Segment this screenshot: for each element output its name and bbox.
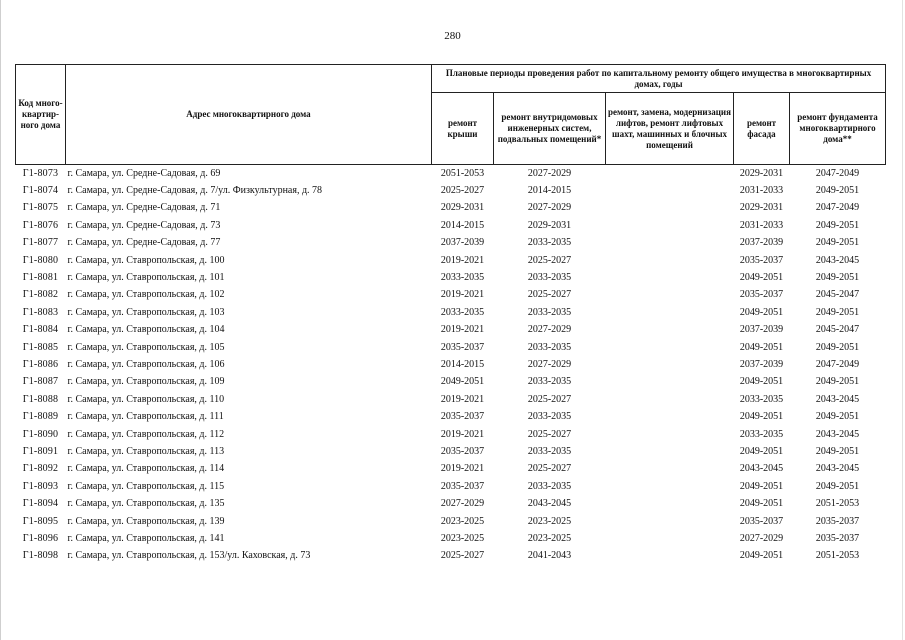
cell-code: Г1-8095 — [22, 515, 59, 527]
table-row — [16, 269, 886, 286]
cell-facade: 2043-2045 — [739, 463, 784, 475]
cell-facade: 2049-2051 — [739, 411, 784, 423]
cell-facade: 2049-2051 — [739, 306, 784, 318]
cell-roof: 2035-2037 — [440, 341, 485, 353]
cell-foundation: 2051-2053 — [815, 498, 860, 510]
cell-lifts — [606, 391, 734, 408]
cell-address: г. Самара, ул. Ставропольская, д. 113 — [67, 445, 225, 457]
cell-roof: 2033-2035 — [440, 272, 485, 284]
cell-engineering: 2025-2027 — [527, 289, 572, 301]
cell-address: г. Самара, ул. Ставропольская, д. 112 — [67, 428, 225, 440]
cell-foundation: 2049-2051 — [815, 237, 860, 249]
cell-address: г. Самара, ул. Ставропольская, д. 115 — [67, 480, 225, 492]
header-engineering: ремонт внутридомовых инженерных систем, подвальных помещений* — [494, 93, 606, 165]
table-row — [16, 443, 886, 460]
table-body — [16, 165, 886, 565]
cell-lifts — [606, 408, 734, 425]
table-row — [16, 426, 886, 443]
cell-address: г. Самара, ул. Средне-Садовая, д. 77 — [67, 237, 221, 249]
cell-foundation: 2049-2051 — [815, 445, 860, 457]
table-row — [16, 461, 886, 478]
cell-lifts — [606, 322, 734, 339]
cell-roof: 2019-2021 — [440, 393, 485, 405]
cell-engineering: 2029-2031 — [527, 219, 572, 231]
cell-engineering: 2027-2029 — [527, 202, 572, 214]
table-row — [16, 548, 886, 565]
cell-lifts — [606, 495, 734, 512]
cell-facade: 2035-2037 — [739, 254, 784, 266]
header-code: Код много-квартир-ного дома — [16, 65, 66, 165]
cell-facade: 2029-2031 — [739, 202, 784, 214]
cell-facade: 2031-2033 — [739, 219, 784, 231]
cell-code: Г1-8089 — [22, 411, 59, 423]
repair-schedule-table — [15, 64, 886, 565]
cell-lifts — [606, 443, 734, 460]
table-row — [16, 339, 886, 356]
cell-roof: 2029-2031 — [440, 202, 485, 214]
cell-facade: 2049-2051 — [739, 376, 784, 388]
cell-foundation: 2043-2045 — [815, 393, 860, 405]
cell-address: г. Самара, ул. Ставропольская, д. 105 — [67, 341, 225, 353]
cell-roof: 2025-2027 — [440, 550, 485, 562]
cell-engineering: 2023-2025 — [527, 515, 572, 527]
cell-roof: 2019-2021 — [440, 324, 485, 336]
header-roof: ремонт крыши — [432, 93, 494, 165]
cell-facade: 2049-2051 — [739, 498, 784, 510]
cell-roof: 2019-2021 — [440, 463, 485, 475]
cell-code: Г1-8098 — [22, 550, 59, 562]
cell-foundation: 2049-2051 — [815, 185, 860, 197]
cell-engineering: 2014-2015 — [527, 185, 572, 197]
cell-facade: 2035-2037 — [739, 515, 784, 527]
scan-right-edge — [902, 0, 903, 640]
cell-code: Г1-8088 — [22, 393, 59, 405]
cell-address: г. Самара, ул. Ставропольская, д. 104 — [67, 324, 225, 336]
cell-foundation: 2049-2051 — [815, 341, 860, 353]
cell-engineering: 2027-2029 — [527, 324, 572, 336]
cell-lifts — [606, 530, 734, 547]
cell-roof: 2023-2025 — [440, 532, 485, 544]
cell-address: г. Самара, ул. Ставропольская, д. 139 — [67, 515, 225, 527]
cell-address: г. Самара, ул. Ставропольская, д. 101 — [67, 272, 225, 284]
header-facade: ремонт фасада — [734, 93, 790, 165]
cell-code: Г1-8092 — [22, 463, 59, 475]
table-header — [16, 65, 886, 165]
cell-engineering: 2025-2027 — [527, 254, 572, 266]
cell-facade: 2035-2037 — [739, 289, 784, 301]
cell-engineering: 2023-2025 — [527, 532, 572, 544]
cell-engineering: 2027-2029 — [527, 167, 572, 179]
table-row — [16, 495, 886, 512]
cell-roof: 2014-2015 — [440, 358, 485, 370]
cell-facade: 2049-2051 — [739, 341, 784, 353]
cell-lifts — [606, 374, 734, 391]
cell-code: Г1-8085 — [22, 341, 59, 353]
cell-foundation: 2035-2037 — [815, 515, 860, 527]
cell-address: г. Самара, ул. Ставропольская, д. 110 — [67, 393, 225, 405]
cell-code: Г1-8074 — [22, 185, 59, 197]
cell-foundation: 2049-2051 — [815, 480, 860, 492]
header-address: Адрес многоквартирного дома — [66, 65, 432, 165]
cell-roof: 2035-2037 — [440, 445, 485, 457]
cell-foundation: 2043-2045 — [815, 463, 860, 475]
cell-code: Г1-8076 — [22, 219, 59, 231]
table-row — [16, 478, 886, 495]
table-row — [16, 391, 886, 408]
cell-engineering: 2043-2045 — [527, 498, 572, 510]
cell-facade: 2029-2031 — [739, 167, 784, 179]
table-row — [16, 513, 886, 530]
cell-address: г. Самара, ул. Ставропольская, д. 135 — [67, 498, 225, 510]
cell-engineering: 2027-2029 — [527, 358, 572, 370]
cell-address: г. Самара, ул. Ставропольская, д. 114 — [67, 463, 225, 475]
header-foundation: ремонт фундамента многоквартирного дома** — [790, 93, 886, 165]
cell-facade: 2049-2051 — [739, 480, 784, 492]
cell-facade: 2037-2039 — [739, 358, 784, 370]
table-row — [16, 217, 886, 234]
cell-address: г. Самара, ул. Ставропольская, д. 102 — [67, 289, 225, 301]
scan-left-edge — [0, 0, 1, 640]
cell-lifts — [606, 165, 734, 183]
cell-code: Г1-8093 — [22, 480, 59, 492]
cell-facade: 2027-2029 — [739, 532, 784, 544]
cell-engineering: 2033-2035 — [527, 237, 572, 249]
cell-code: Г1-8084 — [22, 324, 59, 336]
cell-code: Г1-8081 — [22, 272, 59, 284]
cell-code: Г1-8077 — [22, 237, 59, 249]
cell-address: г. Самара, ул. Ставропольская, д. 141 — [67, 532, 225, 544]
cell-foundation: 2049-2051 — [815, 411, 860, 423]
cell-foundation: 2049-2051 — [815, 376, 860, 388]
cell-foundation: 2047-2049 — [815, 167, 860, 179]
cell-address: г. Самара, ул. Ставропольская, д. 106 — [67, 358, 225, 370]
cell-roof: 2049-2051 — [440, 376, 485, 388]
cell-code: Г1-8087 — [22, 376, 59, 388]
table-row — [16, 200, 886, 217]
cell-engineering: 2033-2035 — [527, 480, 572, 492]
cell-foundation: 2047-2049 — [815, 202, 860, 214]
cell-foundation: 2035-2037 — [815, 532, 860, 544]
cell-address: г. Самара, ул. Средне-Садовая, д. 69 — [67, 167, 221, 179]
cell-facade: 2037-2039 — [739, 237, 784, 249]
header-planned-periods: Плановые периоды проведения работ по капитальному ремонту общего имущества в многоквартирных домах, годы — [432, 65, 886, 93]
cell-roof: 2051-2053 — [440, 167, 485, 179]
cell-foundation: 2045-2047 — [815, 289, 860, 301]
cell-facade: 2049-2051 — [739, 272, 784, 284]
cell-engineering: 2025-2027 — [527, 463, 572, 475]
cell-lifts — [606, 461, 734, 478]
cell-lifts — [606, 339, 734, 356]
cell-address: г. Самара, ул. Ставропольская, д. 153/ул. Каховская, д. 73 — [67, 550, 311, 562]
table-row — [16, 304, 886, 321]
cell-foundation: 2049-2051 — [815, 272, 860, 284]
cell-lifts — [606, 287, 734, 304]
cell-lifts — [606, 252, 734, 269]
cell-facade: 2037-2039 — [739, 324, 784, 336]
table-row — [16, 374, 886, 391]
cell-roof: 2035-2037 — [440, 411, 485, 423]
cell-facade: 2049-2051 — [739, 445, 784, 457]
cell-code: Г1-8083 — [22, 306, 59, 318]
cell-lifts — [606, 217, 734, 234]
cell-code: Г1-8080 — [22, 254, 59, 266]
cell-roof: 2019-2021 — [440, 254, 485, 266]
cell-lifts — [606, 269, 734, 286]
cell-lifts — [606, 200, 734, 217]
cell-engineering: 2033-2035 — [527, 341, 572, 353]
cell-roof: 2037-2039 — [440, 237, 485, 249]
cell-lifts — [606, 304, 734, 321]
cell-engineering: 2033-2035 — [527, 445, 572, 457]
table-row — [16, 356, 886, 373]
cell-engineering: 2033-2035 — [527, 306, 572, 318]
table-row — [16, 287, 886, 304]
cell-engineering: 2025-2027 — [527, 428, 572, 440]
table-row — [16, 165, 886, 183]
table-row — [16, 408, 886, 425]
cell-address: г. Самара, ул. Средне-Садовая, д. 7/ул. Физкультурная, д. 78 — [67, 185, 323, 197]
cell-engineering: 2033-2035 — [527, 272, 572, 284]
cell-roof: 2023-2025 — [440, 515, 485, 527]
cell-foundation: 2049-2051 — [815, 219, 860, 231]
cell-lifts — [606, 182, 734, 199]
cell-lifts — [606, 478, 734, 495]
cell-lifts — [606, 235, 734, 252]
cell-lifts — [606, 356, 734, 373]
cell-address: г. Самара, ул. Средне-Садовая, д. 73 — [67, 219, 221, 231]
cell-code: Г1-8073 — [22, 167, 59, 179]
cell-engineering: 2025-2027 — [527, 393, 572, 405]
cell-foundation: 2051-2053 — [815, 550, 860, 562]
cell-facade: 2033-2035 — [739, 428, 784, 440]
cell-roof: 2035-2037 — [440, 480, 485, 492]
cell-foundation: 2043-2045 — [815, 254, 860, 266]
cell-address: г. Самара, ул. Ставропольская, д. 111 — [67, 411, 224, 423]
table-row — [16, 322, 886, 339]
cell-lifts — [606, 426, 734, 443]
cell-address: г. Самара, ул. Ставропольская, д. 109 — [67, 376, 225, 388]
cell-address: г. Самара, ул. Ставропольская, д. 103 — [67, 306, 225, 318]
cell-code: Г1-8075 — [22, 202, 59, 214]
cell-engineering: 2033-2035 — [527, 376, 572, 388]
cell-facade: 2049-2051 — [739, 550, 784, 562]
cell-code: Г1-8091 — [22, 445, 59, 457]
cell-lifts — [606, 548, 734, 565]
cell-roof: 2025-2027 — [440, 185, 485, 197]
cell-roof: 2027-2029 — [440, 498, 485, 510]
cell-address: г. Самара, ул. Средне-Садовая, д. 71 — [67, 202, 221, 214]
cell-engineering: 2041-2043 — [527, 550, 572, 562]
table-row — [16, 530, 886, 547]
table-row — [16, 235, 886, 252]
cell-lifts — [606, 513, 734, 530]
cell-engineering: 2033-2035 — [527, 411, 572, 423]
cell-code: Г1-8082 — [22, 289, 59, 301]
header-lifts: ремонт, замена, модернизация лифтов, ремонт лифтовых шахт, машинных и блочных помещений — [606, 93, 734, 165]
table-row — [16, 252, 886, 269]
cell-roof: 2019-2021 — [440, 428, 485, 440]
cell-code: Г1-8090 — [22, 428, 59, 440]
cell-code: Г1-8094 — [22, 498, 59, 510]
cell-roof: 2033-2035 — [440, 306, 485, 318]
cell-foundation: 2049-2051 — [815, 306, 860, 318]
cell-code: Г1-8086 — [22, 358, 59, 370]
table-row — [16, 182, 886, 199]
page-number: 280 — [444, 30, 461, 42]
cell-foundation: 2047-2049 — [815, 358, 860, 370]
cell-address: г. Самара, ул. Ставропольская, д. 100 — [67, 254, 225, 266]
cell-facade: 2033-2035 — [739, 393, 784, 405]
scan-dot — [882, 623, 885, 626]
cell-foundation: 2045-2047 — [815, 324, 860, 336]
cell-code: Г1-8096 — [22, 532, 59, 544]
cell-facade: 2031-2033 — [739, 185, 784, 197]
cell-roof: 2014-2015 — [440, 219, 485, 231]
cell-foundation: 2043-2045 — [815, 428, 860, 440]
cell-roof: 2019-2021 — [440, 289, 485, 301]
